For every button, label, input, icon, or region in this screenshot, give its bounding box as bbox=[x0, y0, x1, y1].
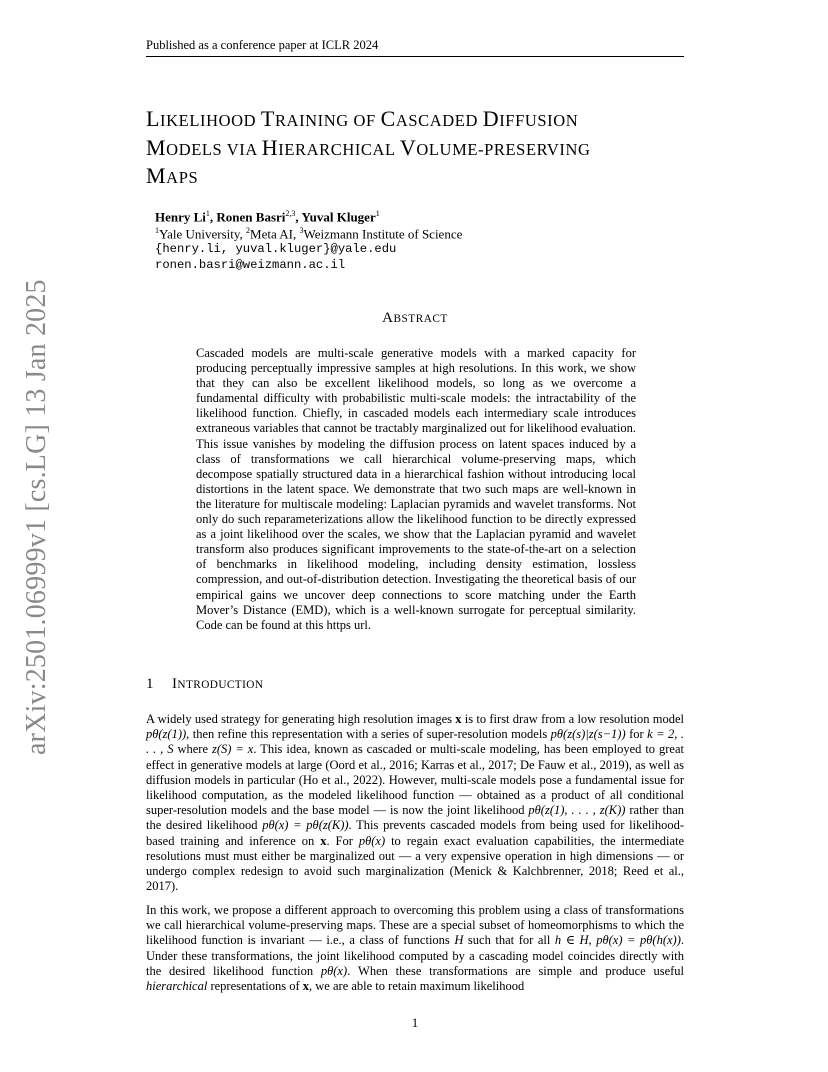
intro-paragraph-1: A widely used strategy for generating high resolution images x is to first draw from a low resolution model pθ(z(1)), then refine this representation with a series of super-resolution models pθ(z(s)|z(s−1)) for k = 2, . . . , S where z(S) = x. This idea, known as cascaded or multi-scale modeling, has been employed to great effect in generative models at large (Oord et al., 2016; Karras et al., 2017; De Fauw et al., 2019), as well as diffusion models in particular (Ho et al., 2022). However, multi-scale models pose a fundamental issue for likelihood computation, as the modeled likelihood function — obtained as a product of all conditional super-resolution models and the base model — is now the joint likelihood pθ(z(1), . . . , z(K)) rather than the desired likelihood pθ(x) = pθ(z(K)). This prevents cascaded models from being used for likelihood-based training and inference on x. For pθ(x) to regain exact evaluation capabilities, the intermediate resolutions must must either be marginalized out — a very expensive operation in high dimensions — or undergo complex redesign to avoid such marginalization (Menick & Kalchbrenner, 2018; Reed et al., 2017). bbox=[146, 712, 685, 894]
email-line-2: ronen.basri@weizmann.ac.il bbox=[155, 258, 346, 272]
affiliations: $^1$Yale University, $^2$Meta AI, $^3$Weizmann Institute of Science bbox=[155, 226, 463, 242]
author-list: Henry Li$^1$, Ronen Basri$^{2,3}$, Yuval Kluger$^1$ bbox=[155, 209, 380, 225]
arxiv-stamp: arXiv:2501.06999v1 [cs.LG] 13 Jan 2025 bbox=[21, 279, 52, 755]
paper-title: LIKELIHOOD TRAINING OF CASCADED DIFFUSION MODELS VIA HIERARCHICAL VOLUME-PRESERVING MAPS bbox=[146, 106, 591, 188]
abstract-heading: ABSTRACT bbox=[382, 310, 448, 326]
running-header: Published as a conference paper at ICLR 2024 bbox=[146, 38, 379, 52]
intro-paragraph-2: In this work, we propose a different approach to overcoming this problem using a class of transformations we call hierarchical volume-preserving maps. These are a special subset of homeomorphisms to which the likelihood function is invariant — i.e., a class of functions H such that for all h ∈ H, pθ(x) = pθ(h(x)). Under these transformations, the joint likelihood computed by a cascading model coincides directly with the desired likelihood function pθ(x). When these transformations are simple and produce useful hierarchical representations of x, we are able to retain maximum likelihood bbox=[146, 903, 685, 994]
header-rule bbox=[146, 56, 684, 57]
section-heading-introduction: 1 INTRODUCTION bbox=[146, 676, 264, 692]
abstract-body: Cascaded models are multi-scale generative models with a marked capacity for producing perceptually impressive samples at high resolutions. In this work, we show that they can also be excellent likelihood models, so long as we overcome a fundamental difficulty with probabilistic multi-scale models: the intractability of the likelihood function. Chiefly, in cascaded models each intermediary scale introduces extraneous variables that cannot be tractably marginalized out for likelihood evaluation. This issue vanishes by modeling the diffusion process on latent spaces induced by a class of transformations we call hierarchical volume-preserving maps, which decompose spatially structured data in a hierarchical fashion without introducing local distortions in the latent space. We demonstrate that two such maps are well-known in the literature for multiscale modeling: Laplacian pyramids and wavelet transforms. Not only do such reparameterizations allow the likelihood function to be directly expressed as a joint likelihood over the scales, we show that the Laplacian pyramid and wavelet transform also produces significant improvements to the state-of-the-art on a selection of benchmarks in likelihood modeling, including density estimation, lossless compression, and out-of-distribution detection. Investigating the theoretical basis of our empirical gains we uncover deep connections to score matching under the Earth Mover’s Distance (EMD), which is a well-known surrogate for perceptual similarity. Code can be found at this https url. bbox=[196, 346, 636, 632]
page-number: 1 bbox=[411, 1016, 419, 1030]
email-line-1: {henry.li, yuval.kluger}@yale.edu bbox=[155, 242, 397, 256]
